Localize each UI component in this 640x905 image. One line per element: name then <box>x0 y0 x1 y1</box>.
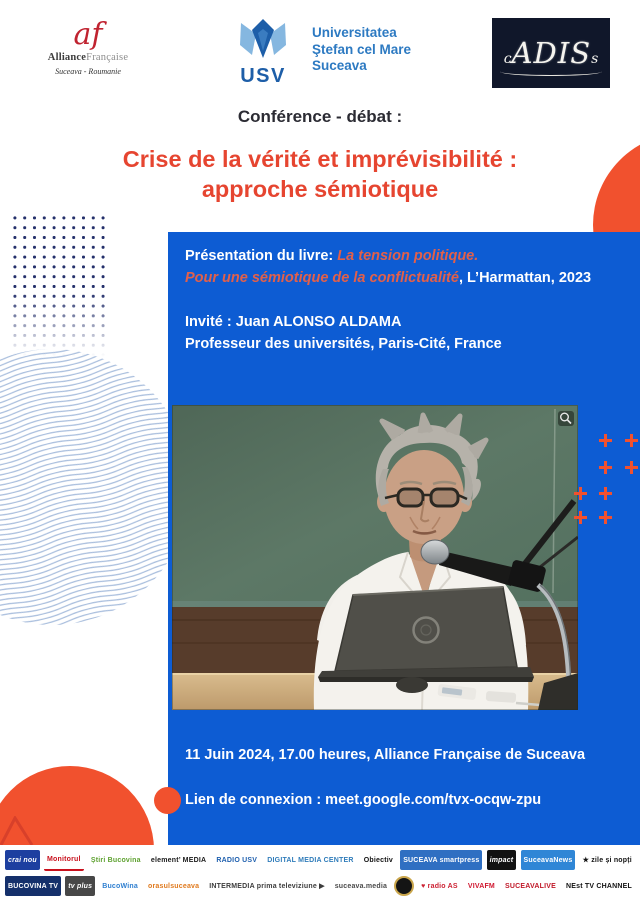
zoom-icon[interactable] <box>558 411 574 426</box>
partner-logo-bucowina: BucoWina <box>99 876 141 896</box>
book-presentation <box>185 246 625 290</box>
event-title-line1: Crise de la vérité et imprévisibilité : <box>122 146 518 172</box>
partner-logo-radio-usv: RADIO USV <box>213 850 260 870</box>
book-intro: Présentation du livre: <box>185 248 338 264</box>
partner-logo-tv-plus: tv plus <box>65 876 95 896</box>
partner-logo-monitorul: Monitorul <box>44 849 84 871</box>
partner-logo-suceava-live: SUCEAVALIVE <box>502 876 559 896</box>
adis-wordmark <box>503 35 599 70</box>
partner-logo-suceava-media: suceava.media <box>332 876 390 896</box>
partner-logo-viva-fm: VIVAFM <box>465 876 498 896</box>
partner-logo-bucovina-tv: BUCOVINA TV <box>5 876 61 896</box>
plus-icon <box>625 461 638 474</box>
dot-grid-decoration <box>10 213 106 357</box>
af-name <box>38 52 138 63</box>
book-publisher: , L’Harmattan, 2023 <box>458 269 592 286</box>
alliance-francaise-logo <box>38 17 138 76</box>
partner-logo-suceava-news: SuceavaNews <box>521 850 576 870</box>
adis-logo <box>492 18 610 88</box>
partner-logo-impact: impact <box>487 850 517 870</box>
partner-logo-radio-as: ♥ radio AS <box>418 876 461 896</box>
partner-logo-nest-tv: NEst TV CHANNEL <box>563 876 635 896</box>
book-title-line1: La tension politique. <box>337 248 479 264</box>
partner-logo-stiri-bucovina: Știri Bucovina <box>88 850 144 870</box>
plus-icon <box>574 511 587 524</box>
adis-post: s <box>591 50 599 67</box>
partners-row-1 <box>5 849 635 871</box>
triangle-decoration <box>0 816 40 846</box>
usv-name-line3: Suceava <box>312 58 367 74</box>
af-name-francaise: Française <box>86 52 129 63</box>
guest-block <box>185 312 625 356</box>
usv-crown-icon <box>235 17 291 59</box>
wave-pattern-decoration <box>0 347 192 629</box>
plus-icon <box>599 434 612 447</box>
partner-logo-obiectiv: Obiectiv <box>361 850 396 870</box>
af-monogram-icon: af <box>73 17 103 52</box>
guest-name: Invité : Juan ALONSO ALDAMA <box>185 314 402 330</box>
book-title-line2: Pour une sémiotique de la conflictualité <box>185 269 459 286</box>
usv-name-line1: Universitatea <box>312 25 397 40</box>
usv-university-name <box>312 25 411 75</box>
plus-icon <box>625 434 638 447</box>
speaker-photo <box>172 405 578 710</box>
event-title <box>0 145 640 205</box>
usv-name-line2: Ştefan cel Mare <box>312 41 412 57</box>
guest-role: Professeur des universités, Paris-Cité, France <box>185 335 502 352</box>
plus-icon <box>599 461 612 474</box>
adis-pre: c <box>503 50 512 67</box>
partner-logo-element-media: element’ MEDIA <box>148 850 209 870</box>
af-name-alliance: Alliance <box>47 52 87 63</box>
media-partners-footer <box>0 845 640 905</box>
partner-logo-suceava-smartpress: SUCEAVA smartpress <box>400 850 482 870</box>
event-kicker: Conférence - débat : <box>237 107 403 126</box>
partner-logo-digital-media-center: DIGITAL MEDIA CENTER <box>264 850 356 870</box>
event-title-line2: approche sémiotique <box>201 175 439 202</box>
usv-acronym: USV <box>240 65 286 87</box>
af-subtitle: Suceava - Roumanie <box>55 67 121 76</box>
partner-logo-intermedia: INTERMEDIA prima televiziune ▶ <box>206 876 327 896</box>
event-datetime-location: 11 Juin 2024, 17.00 heures, Alliance Française de Suceava <box>185 747 586 763</box>
orange-dot-decoration <box>154 787 181 814</box>
plus-icon <box>599 511 612 524</box>
meet-link[interactable]: Lien de connexion : meet.google.com/tvx-ocqw-zpu <box>185 792 542 808</box>
partner-logo-zile-si-nopti: ★ zile și nopți <box>580 850 635 870</box>
adis-main: ADIS <box>511 35 592 70</box>
partner-logo-orasul-suceava: orasulsuceava <box>145 876 202 896</box>
partner-logo-crai-nou: crai nou <box>5 850 40 870</box>
partners-row-2 <box>5 875 635 897</box>
plus-icon <box>599 487 612 500</box>
partner-logo-round-emblem <box>394 876 414 896</box>
plus-icon <box>574 487 587 500</box>
usv-logo <box>228 17 298 88</box>
